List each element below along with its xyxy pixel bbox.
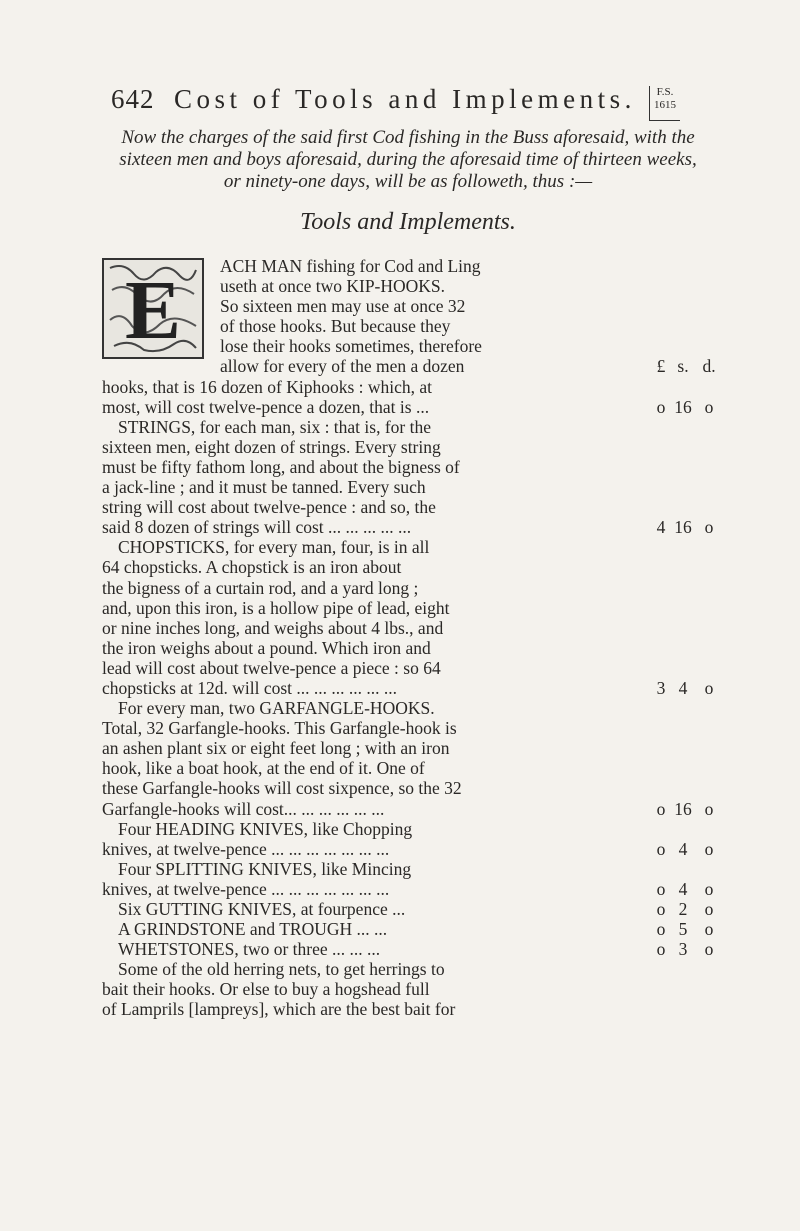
text-line — [102, 879, 722, 899]
shillings-value: 3 — [678, 939, 688, 960]
line-text: 64 chopsticks. A chopstick is an iron about — [102, 557, 402, 578]
text-line — [102, 919, 722, 939]
line-text: ACH MAN fishing for Cod and Ling — [220, 256, 481, 276]
text-line — [102, 276, 722, 296]
text-line — [102, 899, 722, 919]
pence-value: o — [704, 878, 714, 899]
text-line — [102, 778, 722, 798]
section-title: Tools and Implements. — [300, 209, 516, 235]
shillings-header: s. — [677, 356, 689, 377]
amount — [651, 517, 721, 537]
amount — [651, 799, 721, 819]
line-text: For every man, two GARFANGLE-HOOKS. — [118, 698, 435, 719]
line-text: of those hooks. But because they — [220, 316, 451, 337]
pence-value: o — [704, 838, 714, 859]
shillings-value: 4 — [678, 838, 688, 859]
pence-value: o — [704, 919, 714, 940]
text-line — [102, 497, 722, 517]
margin-ref-bottom: 1615 — [654, 99, 676, 111]
text-line — [102, 979, 722, 999]
shillings-value: 2 — [678, 899, 688, 919]
currency-headers — [651, 356, 721, 376]
text-line — [102, 336, 722, 356]
pounds-value: o — [656, 838, 666, 859]
pence-header: d. — [702, 356, 716, 377]
text-line — [102, 698, 722, 718]
pounds-header: £ — [656, 356, 666, 377]
line-text: A GRINDSTONE and TROUGH ... ... — [118, 919, 388, 940]
text-line — [102, 638, 722, 658]
pounds-value: 3 — [656, 677, 666, 698]
shillings-value: 4 — [678, 677, 688, 698]
running-head: Cost of Tools and Implements. — [174, 84, 636, 114]
pounds-value: o — [656, 899, 666, 919]
text-line — [102, 477, 722, 497]
line-text: Six GUTTING KNIVES, at fourpence ... — [118, 899, 406, 919]
text-line — [102, 678, 722, 698]
line-text: and, upon this iron, is a hollow pipe of lead, eight — [102, 597, 450, 618]
text-line — [102, 939, 722, 959]
text-line — [102, 578, 722, 598]
text-line — [102, 437, 722, 457]
line-text: these Garfangle-hooks will cost sixpence, so the 32 — [102, 778, 462, 799]
text-line — [102, 819, 722, 839]
line-text: allow for every of the men a dozen — [220, 356, 465, 377]
drop-cap-letter: E — [124, 264, 182, 357]
shillings-value: 5 — [678, 919, 688, 940]
line-text: or nine inches long, and weighs about 4 lbs., and — [102, 617, 444, 638]
pence-value: o — [704, 677, 714, 698]
intro-paragraph: Now the charges of the said first Cod fishing in the Buss aforesaid, with the sixteen men and boys aforesaid, during the aforesaid time of thirteen weeks, or ninety-one days, will be as followeth, thus :— — [119, 127, 697, 192]
line-text: sixteen men, eight dozen of strings. Every string — [102, 436, 441, 457]
amount — [651, 397, 721, 417]
text-line — [102, 557, 722, 577]
line-text: a jack-line ; and it must be tanned. Every such — [102, 477, 426, 498]
line-text: useth at once two KIP-HOOKS. — [220, 276, 446, 297]
line-text: knives, at twelve-pence ... ... ... ... ... ... ... — [102, 838, 390, 859]
line-text: chopsticks at 12d. will cost ... ... ... ... ... ... — [102, 677, 398, 698]
margin-reference — [649, 86, 680, 121]
amount — [651, 678, 721, 698]
text-line — [102, 859, 722, 879]
body-text — [102, 256, 722, 1020]
pounds-value: o — [656, 919, 666, 940]
text-line — [102, 377, 722, 397]
pence-value: o — [704, 899, 714, 919]
text-line — [102, 598, 722, 618]
margin-ref-top: F.S. — [656, 86, 674, 98]
pounds-value: o — [656, 798, 666, 819]
text-line — [102, 758, 722, 778]
line-text: hooks, that is 16 dozen of Kiphooks : which, at — [102, 376, 433, 397]
pounds-value: o — [656, 939, 666, 960]
pounds-value: 4 — [656, 517, 666, 538]
line-text: of Lamprils [lampreys], which are the best bait for — [102, 999, 456, 1020]
text-line — [102, 296, 722, 316]
text-line — [102, 618, 722, 638]
pence-value: o — [704, 798, 714, 819]
shillings-value: 16 — [674, 517, 692, 538]
line-text: WHETSTONES, two or three ... ... ... — [118, 939, 381, 960]
text-line — [102, 256, 722, 276]
line-text: Garfangle-hooks will cost... ... ... ... ... ... — [102, 798, 385, 819]
shillings-value: 4 — [678, 878, 688, 899]
line-text: the iron weighs about a pound. Which iron and — [102, 637, 431, 658]
amount — [651, 939, 721, 959]
line-text: most, will cost twelve-pence a dozen, that is ... — [102, 396, 430, 417]
text-line — [102, 839, 722, 859]
line-text: said 8 dozen of strings will cost ... ... ... ... ... — [102, 517, 412, 538]
page-header — [111, 84, 711, 124]
pence-value: o — [704, 396, 714, 417]
pence-value: o — [704, 517, 714, 538]
line-text: Four HEADING KNIVES, like Chopping — [118, 818, 413, 839]
amount — [651, 879, 721, 899]
amount — [651, 899, 721, 919]
line-text: knives, at twelve-pence ... ... ... ... ... ... ... — [102, 878, 390, 899]
text-line — [102, 537, 722, 557]
text-line — [102, 356, 722, 376]
line-text: hook, like a boat hook, at the end of it. One of — [102, 758, 425, 779]
text-line — [102, 718, 722, 738]
text-line — [102, 517, 722, 537]
text-line — [102, 397, 722, 417]
text-lines — [102, 256, 722, 1020]
line-text: an ashen plant six or eight feet long ; with an iron — [102, 738, 450, 759]
line-text: lose their hooks sometimes, therefore — [220, 336, 482, 357]
line-text: lead will cost about twelve-pence a piece : so 64 — [102, 657, 441, 678]
amount — [651, 919, 721, 939]
pounds-value: o — [656, 878, 666, 899]
text-line — [102, 959, 722, 979]
line-text: Four SPLITTING KNIVES, like Mincing — [118, 858, 412, 879]
amount — [651, 839, 721, 859]
line-text: Total, 32 Garfangle-hooks. This Garfangle-hook is — [102, 718, 457, 739]
text-line — [102, 738, 722, 758]
line-text: Some of the old herring nets, to get herrings to — [118, 959, 445, 980]
page-number: 642 — [111, 84, 155, 114]
line-text: STRINGS, for each man, six : that is, for the — [118, 416, 432, 437]
line-text: string will cost about twelve-pence : and so, the — [102, 497, 436, 518]
line-text: CHOPSTICKS, for every man, four, is in all — [118, 537, 430, 558]
text-line — [102, 316, 722, 336]
shillings-value: 16 — [674, 396, 692, 417]
line-text: the bigness of a curtain rod, and a yard long ; — [102, 577, 419, 598]
shillings-value: 16 — [674, 798, 692, 819]
pence-value: o — [704, 939, 714, 960]
line-text: must be fifty fathom long, and about the bigness of — [102, 456, 460, 477]
text-line — [102, 999, 722, 1019]
pounds-value: o — [656, 396, 666, 417]
text-line — [102, 417, 722, 437]
text-line — [102, 799, 722, 819]
line-text: So sixteen men may use at once 32 — [220, 296, 466, 317]
text-line — [102, 658, 722, 678]
text-line — [102, 457, 722, 477]
line-text: bait their hooks. Or else to buy a hogshead full — [102, 979, 430, 1000]
